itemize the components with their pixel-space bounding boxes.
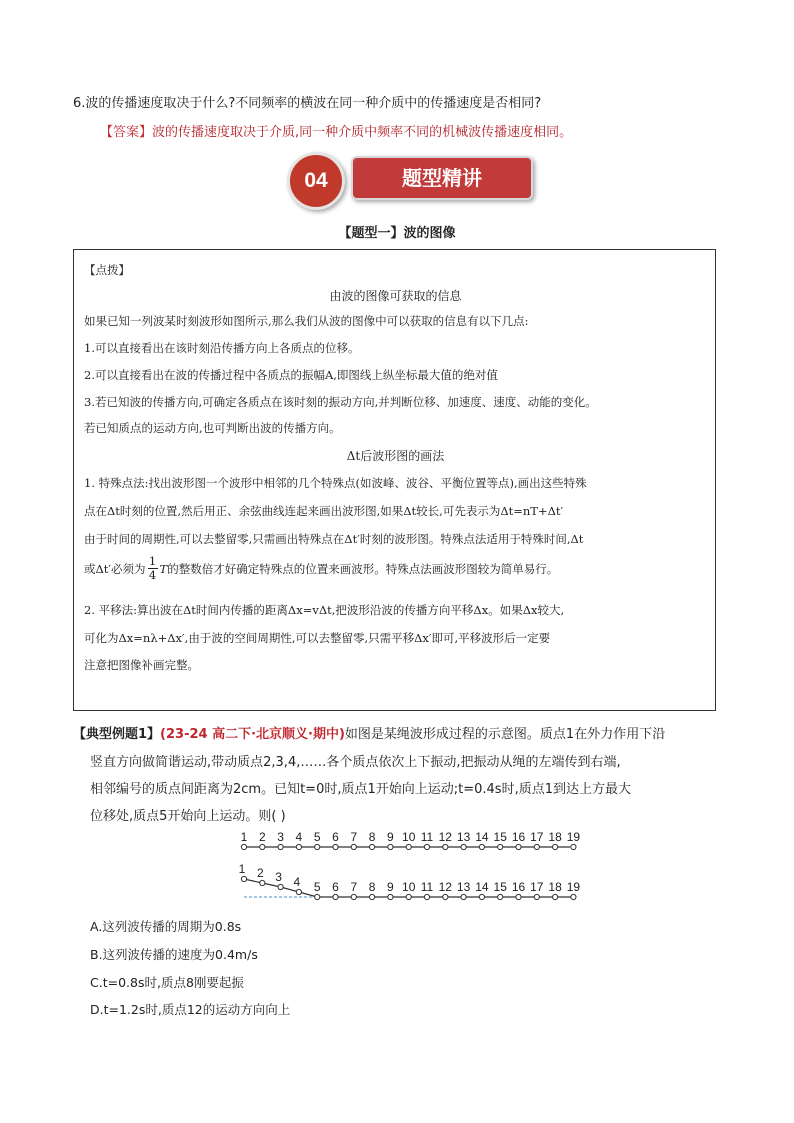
example-line-4: 位移处,质点5开始向上运动。则( ) bbox=[90, 809, 286, 824]
particle-label: 16 bbox=[511, 830, 526, 844]
particle-label: 6 bbox=[332, 830, 339, 844]
particle-label: 4 bbox=[295, 830, 303, 844]
rope-particle bbox=[479, 894, 484, 899]
section-banner bbox=[287, 152, 537, 208]
tips-line: 1.可以直接看出在该时刻沿传播方向上各质点的位移。 bbox=[84, 341, 360, 355]
particle-label: 14 bbox=[475, 880, 489, 894]
rope-particle bbox=[498, 844, 503, 849]
tips-text: 或Δt′必须为 bbox=[84, 561, 146, 576]
particle-label: 16 bbox=[511, 880, 526, 894]
particle-label: 1 bbox=[238, 862, 246, 876]
rope-particle bbox=[571, 844, 576, 849]
particle-label: 17 bbox=[530, 880, 544, 894]
tips-line-fraction bbox=[84, 555, 558, 582]
rope-particle bbox=[534, 844, 539, 849]
rope-particle bbox=[370, 894, 375, 899]
particle-label: 7 bbox=[350, 830, 358, 844]
rope-particle bbox=[443, 844, 448, 849]
fraction bbox=[148, 555, 158, 582]
rope-particle bbox=[260, 844, 265, 849]
rope-particle bbox=[424, 844, 429, 849]
fraction-denominator: 4 bbox=[148, 568, 157, 582]
fraction-t: T bbox=[159, 561, 168, 576]
fraction-numerator: 1 bbox=[148, 554, 157, 568]
example-line-3: 相邻编号的质点间距离为2cm。已知t=0时,质点1开始向上运动;t=0.4s时,质点1到达上方最大 bbox=[90, 782, 631, 797]
particle-label: 18 bbox=[548, 830, 562, 844]
rope-particle bbox=[406, 894, 411, 899]
particle-label: 8 bbox=[368, 830, 376, 844]
section-number: 04 bbox=[287, 152, 345, 210]
option-b: B.这列波传播的速度为0.4m/s bbox=[90, 947, 258, 962]
rope-particle bbox=[479, 844, 484, 849]
rope-particle bbox=[516, 844, 521, 849]
answer-text: 波的传播速度取决于介质,同一种介质中频率不同的机械波传播速度相同。 bbox=[152, 125, 573, 140]
rope-particle bbox=[424, 894, 429, 899]
example-tag: 【典型例题1】 bbox=[73, 727, 161, 742]
tips-heading-2: Δt后波形图的画法 bbox=[346, 449, 445, 463]
rope-particle bbox=[351, 844, 356, 849]
particle-label: 5 bbox=[313, 880, 321, 894]
rope-particle bbox=[461, 894, 466, 899]
rope-particle bbox=[241, 876, 246, 881]
section-title: 题型精讲 bbox=[351, 156, 533, 200]
option-d: D.t=1.2s时,质点12的运动方向向上 bbox=[90, 1002, 291, 1017]
rope-particle bbox=[388, 894, 393, 899]
particle-label: 10 bbox=[402, 880, 416, 894]
particle-label: 19 bbox=[566, 880, 580, 894]
question-6: 6.波的传播速度取决于什么?不同频率的横波在同一种介质中的传播速度是否相同? bbox=[73, 96, 542, 111]
rope-particle bbox=[443, 894, 448, 899]
tips-line: 如果已知一列波某时刻波形如图所示,那么我们从波的图像中可以获取的信息有以下几点: bbox=[84, 314, 529, 328]
rope-row-2 bbox=[239, 862, 580, 900]
particle-label: 17 bbox=[530, 830, 544, 844]
particle-label: 3 bbox=[277, 830, 284, 844]
tips-box bbox=[73, 249, 716, 711]
particle-label: 8 bbox=[368, 880, 376, 894]
particle-label: 9 bbox=[387, 880, 394, 894]
rope-particle bbox=[461, 844, 466, 849]
tips-line: 点在Δt时刻的位置,然后用正、余弦曲线连起来画出波形图,如果Δt较长,可先表示为Δt=nT+Δt′ bbox=[84, 504, 564, 518]
example-text: 如图是某绳波形成过程的示意图。质点1在外力作用下沿 bbox=[344, 727, 666, 742]
rope-particle bbox=[296, 844, 301, 849]
tips-line: 1. 特殊点法:找出波形图一个波形中相邻的几个特殊点(如波峰、波谷、平衡位置等点),画出这些特殊 bbox=[84, 476, 587, 490]
rope-particle bbox=[553, 894, 558, 899]
rope-particle bbox=[260, 880, 265, 885]
tips-line: 可化为Δx=nλ+Δx′,由于波的空间周期性,可以去整留零,只需平移Δx′即可,平移波形后一定要 bbox=[84, 631, 551, 645]
rope-particle bbox=[315, 844, 320, 849]
answer-line bbox=[100, 121, 572, 140]
particle-label: 14 bbox=[475, 830, 489, 844]
tips-line: 2.可以直接看出在波的传播过程中各质点的振幅A,即图线上纵坐标最大值的绝对值 bbox=[84, 368, 498, 382]
particle-label: 15 bbox=[493, 830, 507, 844]
option-c: C.t=0.8s时,质点8刚要起振 bbox=[90, 975, 244, 990]
rope-particle bbox=[333, 844, 338, 849]
example-line-2: 竖直方向做简谐运动,带动质点2,3,4,……各个质点依次上下振动,把振动从绳的左端传到右端, bbox=[90, 755, 621, 770]
rope-wave-diagram bbox=[230, 823, 580, 909]
particle-label: 13 bbox=[456, 880, 471, 894]
particle-label: 1 bbox=[240, 830, 248, 844]
particle-label: 11 bbox=[420, 830, 434, 844]
rope-particle bbox=[278, 844, 283, 849]
particle-label: 12 bbox=[438, 880, 452, 894]
tips-line: 注意把图像补画完整。 bbox=[84, 658, 199, 672]
particle-label: 11 bbox=[420, 880, 434, 894]
particle-label: 2 bbox=[258, 830, 266, 844]
tips-line: 若已知质点的运动方向,也可判断出波的传播方向。 bbox=[84, 421, 341, 435]
tips-line: 2. 平移法:算出波在Δt时间内传播的距离Δx=vΔt,把波形沿波的传播方向平移Δx。如果Δx较大, bbox=[84, 603, 565, 617]
tips-label: 【点拨】 bbox=[84, 263, 130, 277]
tips-line: 由于时间的周期性,可以去整留零,只需画出特殊点在Δt′时刻的波形图。特殊点法适用于特殊时间,Δt bbox=[84, 532, 584, 546]
rope-particle bbox=[370, 844, 375, 849]
rope-row-1 bbox=[241, 830, 580, 850]
example-line-1 bbox=[73, 723, 665, 742]
particle-label: 7 bbox=[350, 880, 358, 894]
rope-particle bbox=[553, 844, 558, 849]
rope-particle bbox=[278, 884, 283, 889]
particle-label: 3 bbox=[275, 870, 282, 884]
particle-label: 2 bbox=[256, 866, 264, 880]
particle-label: 10 bbox=[402, 830, 416, 844]
particle-label: 12 bbox=[438, 830, 452, 844]
particle-label: 9 bbox=[387, 830, 394, 844]
particle-label: 13 bbox=[456, 830, 471, 844]
particle-label: 19 bbox=[566, 830, 580, 844]
particle-label: 5 bbox=[313, 830, 321, 844]
rope-particle bbox=[333, 894, 338, 899]
tips-line: 3.若已知波的传播方向,可确定各质点在该时刻的振动方向,并判断位移、加速度、速度、动能的变化。 bbox=[84, 395, 597, 409]
particle-label: 4 bbox=[293, 875, 301, 889]
rope-particle bbox=[571, 894, 576, 899]
rope-particle bbox=[315, 894, 320, 899]
rope-particle bbox=[296, 889, 301, 894]
tips-text: 的整数倍才好确定特殊点的位置来画波形。特殊点法画波形图较为简单易行。 bbox=[167, 561, 559, 576]
option-a: A.这列波传播的周期为0.8s bbox=[90, 919, 242, 934]
answer-tag: 【答案】 bbox=[100, 125, 153, 140]
rope-particle bbox=[516, 894, 521, 899]
particle-label: 6 bbox=[332, 880, 339, 894]
tips-heading-1: 由波的图像可获取的信息 bbox=[329, 289, 462, 303]
type-title: 【题型一】波的图像 bbox=[338, 226, 456, 241]
rope-particle bbox=[498, 894, 503, 899]
rope-particle bbox=[406, 844, 411, 849]
rope-particle bbox=[534, 894, 539, 899]
rope-particle bbox=[388, 844, 393, 849]
particle-label: 15 bbox=[493, 880, 507, 894]
example-source: (23-24 高二下·北京顺义·期中) bbox=[160, 727, 345, 742]
rope-particle bbox=[351, 894, 356, 899]
rope-particle bbox=[241, 844, 246, 849]
particle-label: 18 bbox=[548, 880, 562, 894]
